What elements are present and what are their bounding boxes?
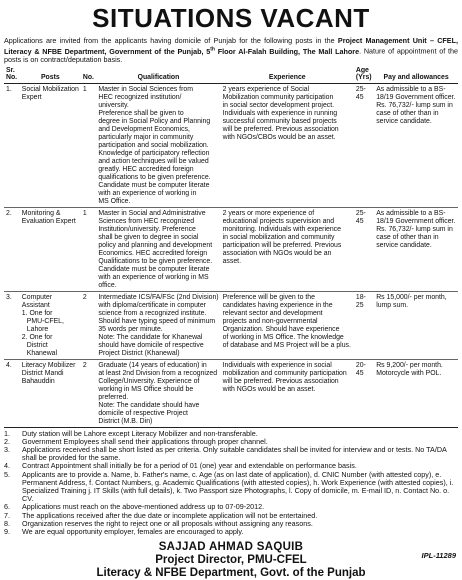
note-item [4,528,458,536]
cell-pay: As admissible to a BS- 18/19 Government officer. Rs. 76,732/- lump sum in case of other than in service candidate. [374,83,458,207]
note-text: Applicants are to provide a. Name, b. Father's name, c. Age (as on last date of application), d. CNIC Number (with attested copy), e. Permanent Address, f. Contact Numbers, g. Academic Qualifications (with attested copies), h. Work Experience (with attested copies), i. Specialized Training j. IT Skills (with full details), k. Two Passport size Photographs, l. Copy of domicile, m. E-mail ID, n. Contact No. o. CV. [22,469,454,504]
cell-post: Social Mobilization Expert [20,83,81,207]
header-no: No. [81,67,96,84]
notes-list [4,430,458,537]
note-text: Duty station will be Lahore except Literacy Mobilizer and non-transferable. [22,428,258,438]
cell-pay: Rs 9,200/- per month. Motorcycle with POL. [374,359,458,427]
signatory-title: Project Director, PMU-CFEL [155,554,307,567]
cell-qualification: Master in Social Sciences from HEC recognized institution/ university. Preference shall be given to degree in Social Policy and Planning and Development Economics, particularly major in community participation and social mobilization. Knowledge of participatory reflection and action techniques will be valued greatly. HEC accredited foreign qualifications to be given preference. Candidate must be computer literate with an experience of working in MS Office. [96,83,220,207]
intro-project: Project Management Unit – CFEL, Literacy & NFBE Department, Government of the Punjab, 5th Floor Al-Falah Building, The Mall Lahore [4,36,458,56]
intro-paragraph [4,37,458,65]
note-number: 3. [4,445,10,455]
table-header [4,67,458,84]
signatory-department: Literacy & NFBE Department, Govt. of the Punjab [96,567,366,580]
cell-age: 25-45 [354,83,374,207]
note-number: 5. [4,469,10,479]
note-number: 4. [4,461,10,471]
note-number: 1. [4,428,10,438]
note-number: 8. [4,518,10,528]
cell-experience: 2 years experience of Social Mobilization community participation in social sector development project. Individuals with experience in running successful community based projects will be preferred. Previous association with NGOs/CBOs would be an asset. [221,83,354,207]
table-body [4,83,458,427]
signature-block [4,541,458,580]
cell-post: Literacy Mobilizer District Mandi Bahauddin [20,359,81,427]
note-text: We are equal opportunity employer, females are encouraged to apply. [22,527,244,537]
table-row [4,359,458,427]
cell-post: Monitoring & Evaluation Expert [20,207,81,291]
table-row [4,83,458,207]
cell-age: 18-25 [354,291,374,359]
cell-experience: Individuals with experience in social mobilization and community participation will be preferred. Previous association with NGOs would be an asset. [221,359,354,427]
header-sr: Sr. No. [4,67,20,84]
header-posts: Posts [20,67,81,84]
cell-experience: 2 years or more experience of educational projects supervision and monitoring. Individuals with experience in social mobilization and community participation will be preferred. Previous association with NGOs would be an asset. [221,207,354,291]
cell-qualification: Graduate (14 years of education) in at least 2nd Division from a recognized College/University. Experience of working in MS Office should be preferred. Note: The candidate should have domicile of respective Project District (M.B. Din) [96,359,220,427]
cell-experience: Preference will be given to the candidates having experience in the relevant sector and development projects and non-governmental Organization. Should have experience of working in MS Office. The knowledge of database and MS Project will be a plus. [221,291,354,359]
header-qualification: Qualification [96,67,220,84]
note-number: 2. [4,436,10,446]
note-text: Applications received shall be short listed as per criteria. Only suitable candidates shall be invited for interview and or tests. No TA/DA shall be provided for the same. [22,445,447,463]
intro-text: Applications are invited from the applicants having domicile of Punjab for the following posts in the [4,36,338,45]
cell-sr: 4. [4,359,20,427]
note-text: Applications must reach on the above-mentioned address up to 07-09-2012. [22,502,265,512]
cell-qualification: Master in Social and Administrative Sciences from HEC recognized Institution/university. Preference shall be given to degree in social policy and planning and development Economics. HEC accredited foreign Qualifications to be given preference. Candidate must be computer literate with an experience of working in MS office. [96,207,220,291]
headline: SITUATIONS VACANT [92,3,370,33]
note-item [4,446,458,462]
note-text: Organization reserves the right to reject one or all proposals without assigning any reasons. [22,518,313,528]
cell-sr: 2. [4,207,20,291]
cell-qualification: Intermediate ICS/FA/FSc (2nd Division) with diploma/certificate in computer science from a recognized institute. Should have typing speed of minimum 35 words per minute. Note: The candidate for Khanewal should have domicile of respective Project District (Khanewal) [96,291,220,359]
header-experience: Experience [221,67,354,84]
cell-no: 2 [81,359,96,427]
note-number: 7. [4,510,10,520]
note-text: The applications received after the due date or incomplete application will not be entertained. [22,510,318,520]
header-pay: Pay and allowances [374,67,458,84]
intro-text-end: . Nature of appointment of the posts is on contract/deputation basis. [4,46,458,65]
cell-no: 1 [81,83,96,207]
note-text: Government Employees shall send their applications through proper channel. [22,436,268,446]
cell-age: 25-45 [354,207,374,291]
note-number: 6. [4,502,10,512]
cell-sr: 3. [4,291,20,359]
signatory-name: SAJJAD AHMAD SAQUIB [158,541,304,554]
cell-pay: Rs 15,000/- per month, lump sum. [374,291,458,359]
cell-age: 20-45 [354,359,374,427]
cell-no: 1 [81,207,96,291]
header-age: Age (Yrs) [354,67,374,84]
cell-sr: 1. [4,83,20,207]
ipl-number: IPL-11289 [421,551,456,560]
note-number: 9. [4,527,10,537]
table-row [4,291,458,359]
note-text: Contract Appointment shall initially be for a period of 01 (one) year and extendable on performance basis. [22,461,357,471]
posts-table [4,67,458,428]
note-item [4,471,458,504]
cell-pay: As admissible to a BS- 18/19 Government officer. Rs. 76,732/- lump sum in case of other than in service candidate. [374,207,458,291]
cell-post: Computer Assistant 1. One for PMU-CFEL, Lahore 2. One for District Khanewal [20,291,81,359]
table-row [4,207,458,291]
advertisement [4,3,458,580]
cell-no: 2 [81,291,96,359]
